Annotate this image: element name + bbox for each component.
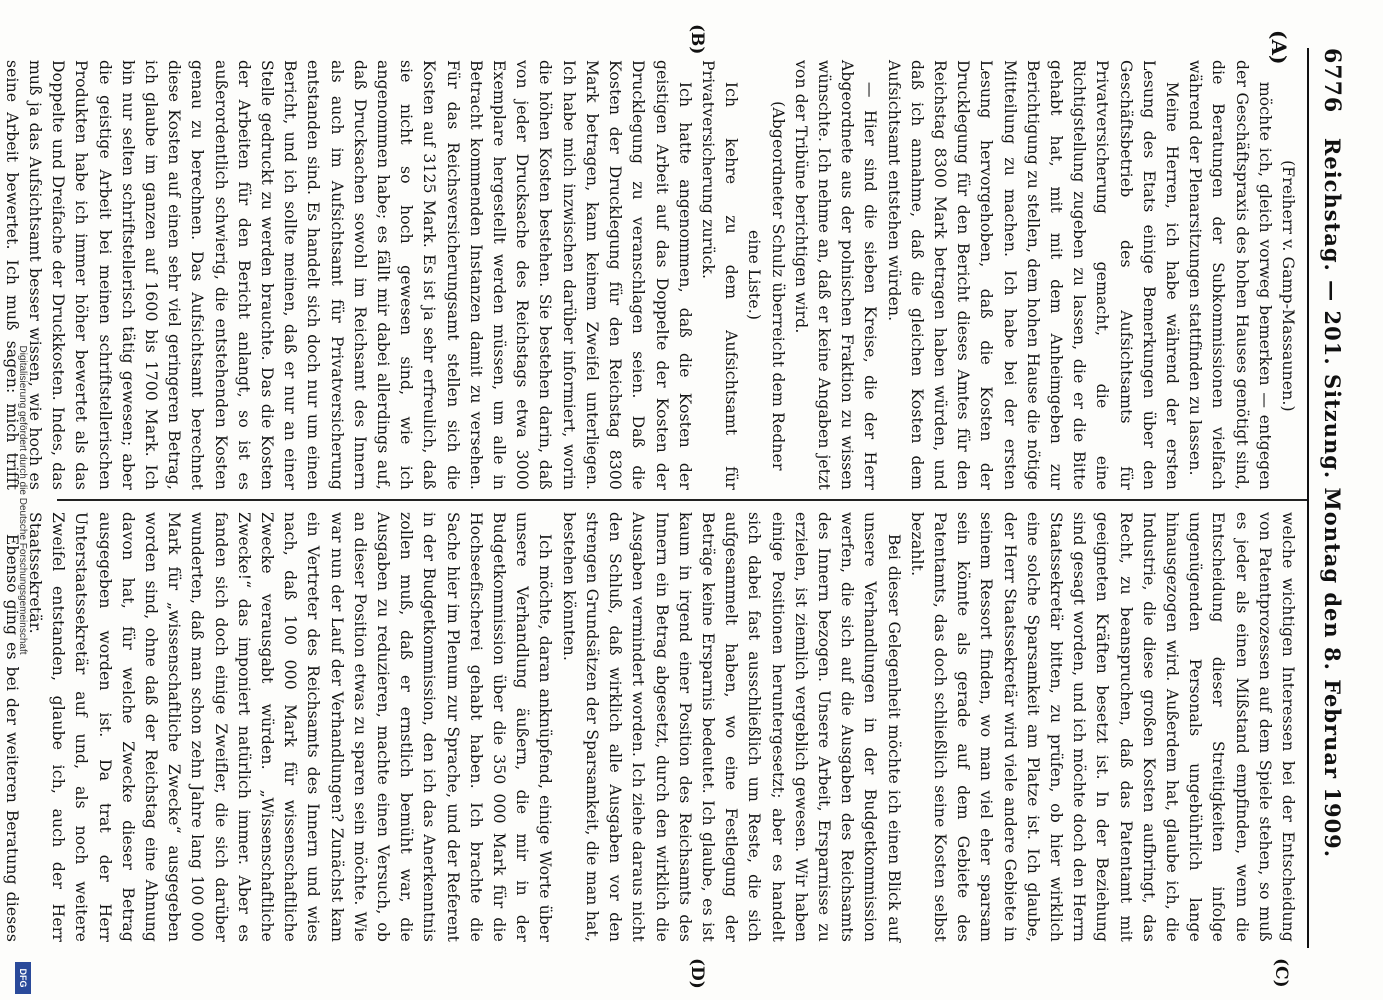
page-header xyxy=(1311,48,1345,948)
header-rule xyxy=(1307,48,1309,948)
margin-marker-c: (C) xyxy=(1271,958,1291,988)
margin-marker-a: (A) xyxy=(1267,30,1291,65)
right-column xyxy=(2,512,1299,942)
running-head: Reichstag. — 201. Sitzung. Montag den 8. Februar 1909. xyxy=(1320,137,1345,859)
margin-marker-b: (B) xyxy=(687,24,707,55)
left-column xyxy=(2,60,1299,490)
paragraph: Meine Herren, ich habe während der ersten Lesung des Etats einige Bemerkungen über den Geschäftsbetrieb des Aufsichtsamts für Privatversicherung gemacht, die eine Richtigstellung zugeben zu lassen, die er die Bitte gehabt hat, mit mit dem Anheimgeben zur Berichtigung zu stellen, dem hohen Hause die nötige Mitteilung zu machen. Ich habe bei der ersten Lesung hervorgehoben, daß die Kosten der Drucklegung für den Bericht dieses Amtes für den Reichstag 8300 Mark betragen haben würden, und daß ich annahme, daß die gleichen Kosten dem Aufsichtsamt entstehen würden. xyxy=(884,60,1181,490)
paragraph: Ebenso ging es bei der weiteren Beratung dieses xyxy=(2,533,21,942)
page-number: 6776 xyxy=(1319,48,1345,114)
paragraph: Ich kehre zu dem Aufsichtsamt für Privatversicherung zurück. xyxy=(698,60,741,490)
digitization-note: Digitalisierung gefördert durch die Deutsche Forschungsgemeinschaft xyxy=(17,345,28,655)
stage-direction: (Abgeordneter Schulz überreicht dem Redner eine Liste.) xyxy=(745,101,787,471)
column-divider xyxy=(57,499,1307,501)
paragraph: möchte ich, gleich vorweg bemerken — entgegen der Geschäftspraxis des hohen Hauses genötigt sind, die Beratungen der Subkommissionen vielfach während der Plenarsitzungen stattfinden zu lassen. xyxy=(1186,60,1274,490)
paragraph: Ich möchte, daran anknüpfend, einige Worte über unsere Verhandlung äußern, die mir in der Budgetkommission über die 350 000 Mark für die Hochseefischerei gehabt haben. Ich brachte die Sache hier im Plenum zur Sprache, und der Referent in der Budgetkommission, den ich das Anerkenntnis zollen muß, daß er ernstlich bemüht war, die Ausgaben zu reduzieren, machte einen Versuch, ob an dieser Position etwas zu sparen sein möchte. Wie war nun der Lauf der Verhandlungen? Zunächst kam ein Vertreter des Reichsamts des Innern und wies nach, daß 100 000 Mark für wissenschaftliche Zwecke verausgabt würden. „Wissenschaftliche Zwecke!“ das imponiert natürlich immer. Aber es fanden sich doch einige Zweifler, die sich darüber wunderten, daß man schon zehn Jahre lang 100 000 Mark für „wissenschaftliche Zwecke“ ausgegeben worden sind, ohne daß der Reichstag eine Ahnung davon hat, für welche Zwecke dieser Betrag ausgegeben worden ist. Da trat der Herr Unterstaatssekretär auf und, als noch weitere Zweifel entstanden, glaube ich, auch der Herr Staatssekretär. xyxy=(26,512,555,942)
paragraph: Bei dieser Gelegenheit möchte ich einen Blick auf unsere Verhandlungen in der Budgetkommission werfen, die sich auf die Ausgaben des Reichsamts des Innern bezogen. Unsere Arbeit, Ersparnisse zu erzielen, ist ziemlich vergeblich gewesen. Wir haben einige Positionen heruntergesetzt; aber es handelt sich dabei fast ausschließlich um Reste, die sich aufgesammelt haben, wo eine Festlegung der Beträge keine Ersparnis bedeutet. Ich glaube, es ist kaum in irgend einer Position des Reichsamts des Innern ein Betrag abgesetzt, durch den wirklich die Ausgaben vermindert worden. Ich ziehe daraus nicht den Schluß, daß wirklich alle Ausgaben vor den strengen Grundsätzen der Sparsamkeit, die man hat, bestehen könnten. xyxy=(559,512,903,942)
stage-direction: — Hier sind die sieben Kreise, die der Herr Abgeordnete aus der polnischen Fraktion zu wissen wünschte. Ich nehme an, daß er keine Angaben jetzt von der Tribüne berichtigen wird. xyxy=(791,60,880,490)
margin-marker-d: (D) xyxy=(687,958,707,989)
dfg-logo: DFG xyxy=(15,962,31,994)
paragraph: welche wichtigen Interessen bei der Entscheidung von Patentprozessen auf dem Spiele stehen, so muß es jeder als einen Mißstand empfinden, wenn die Entscheidung dieser Streitigkeiten infolge ungenügenden Personals ungebührlich lange hinausgezogen wird. Außerdem hat, glaube ich, die Industrie, die diese großen Kosten aufbringt, das Recht, zu beanspruchen, daß das Patentamt mit geeigneten Kräften besetzt ist. In der Beziehung sind gesagt worden, und ich möchte doch den Herrn Staatssekretär bitten, zu prüfen, ob hier wirklich eine solche Sparsamkeit am Platze ist. Ich glaube, der Herr Staatssekretär wird viele andere Gebiete in seinem Ressort finden, wo man viel eher sparsam sein könnte als gerade auf dem Gebiete des Patentamts, das doch schließlich seine Kosten selbst bezahlt. xyxy=(907,512,1297,942)
paragraph: Ich hatte angenommen, daß die Kosten der geistigen Arbeit auf das Doppelte der Kosten der Drucklegung zu veranschlagen seien. Daß die Kosten der Drucklegung für den Reichstag 8300 Mark betragen, kann keinem Zweifel unterliegen. Ich habe mich inzwischen darüber informiert, worin die höhen Kosten bestehen. Sie bestehen darin, daß von jeder Drucksache des Reichstags etwa 3000 Exemplare hergestellt werden müssen, um alle in Betracht kommenden Instanzen damit zu versehen. Für das Reichsversicherungsamt stellen sich die Kosten auf 3125 Mark. Es ist ja sehr erfreulich, daß sie nicht so hoch gewesen sind, wie ich angenommen habe; es fällt mir dabei allerdings auf, daß Drucksachen sowohl im Reichsamt des Innern als auch im Aufsichtsamt für Privatversicherung entstanden sind. Es handelt sich doch nur um einen Bericht, und ich sollte meinen, daß er nur an einer Stelle gedruckt zu werden brauchte. Das die Kosten der Arbeiten für den Bericht anlangt, so ist es außerordentlich schwierig, die entstehenden Kosten genau zu berechnen. Das Aufsichtsamt berechnet diese Kosten auf einen sehr viel geringeren Betrag, ich glaube im ganzen auf 1600 bis 1700 Mark. Ich bin nur selten schriftstellerisch tätig gewesen; aber die geistige Arbeit bei meinen schriftstellerischen Produkten habe ich immer höher bewertet als das Doppelte und Dreifache der Druckkosten. Indes, das muß ja das Aufsichtsamt besser wissen, wie hoch es seine Arbeit bewertet. Ich muß sagen: mich trifft xyxy=(2,60,694,490)
speaker-label: (Freiherr v. Gamp-Massaunen.) xyxy=(1279,160,1297,412)
